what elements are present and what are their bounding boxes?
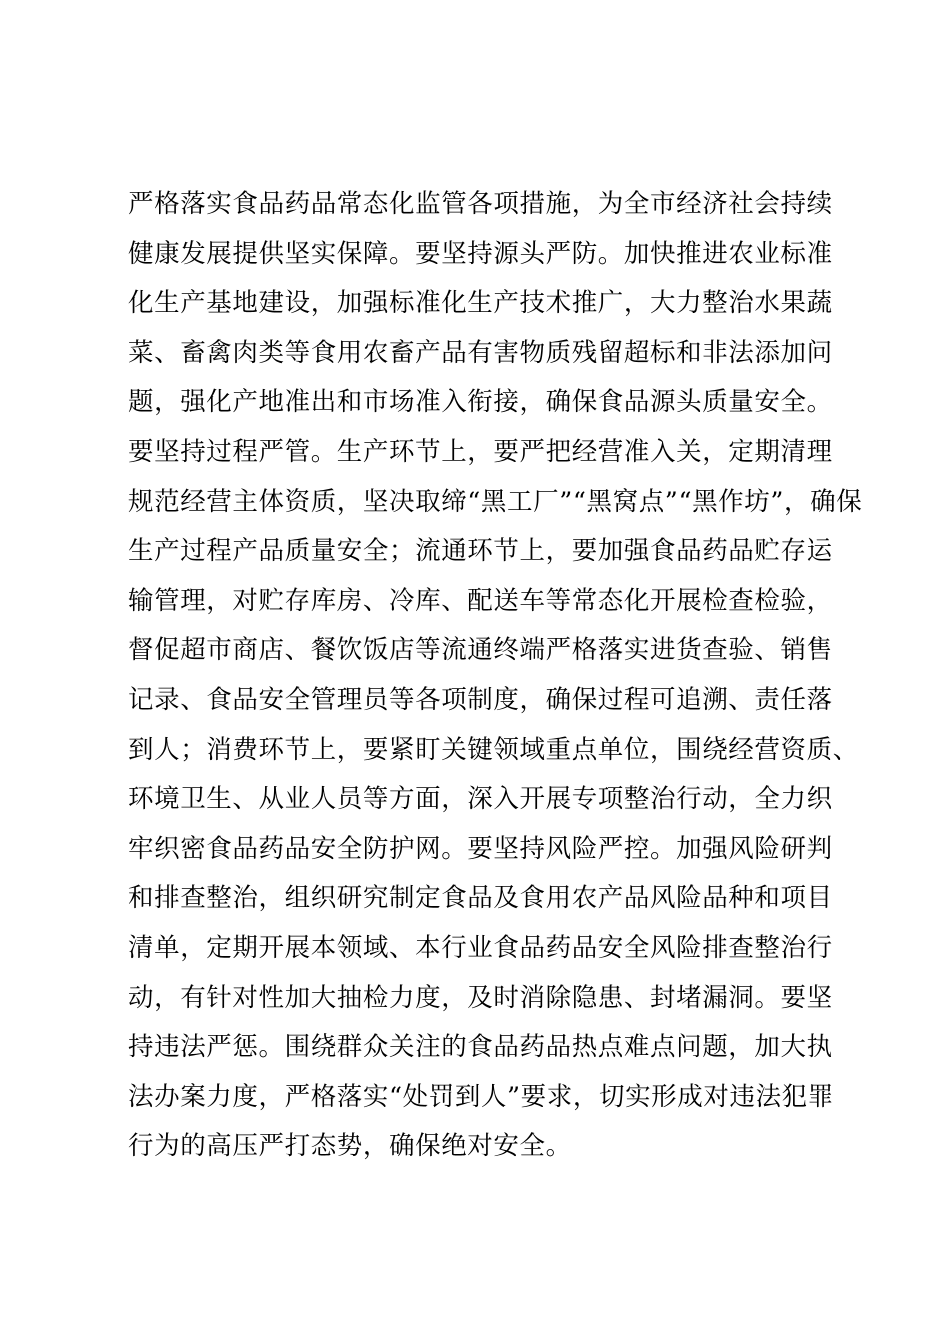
- text-line: 规范经营主体资质，坚决取缔“黑工厂”“黑窝点”“黑作坊”，确保: [128, 486, 863, 517]
- text-line: 要坚持过程严管。生产环节上，要严把经营准入关，定期清理: [128, 436, 833, 467]
- text-line: 牢织密食品药品安全防护网。要坚持风险严控。加强风险研判: [128, 833, 833, 864]
- body-paragraph: [128, 180, 863, 1172]
- text-line: 行为的高压严打态势，确保绝对安全。: [128, 1131, 572, 1162]
- text-line: 化生产基地建设，加强标准化生产技术推广，大力整治水果蔬: [128, 288, 833, 319]
- text-line: 严格落实食品药品常态化监管各项措施，为全市经济社会持续: [128, 189, 833, 219]
- text-line: 环境卫生、从业人员等方面，深入开展专项整治行动，全力织: [128, 784, 833, 815]
- text-line: 动，有针对性加大抽检力度，及时消除隐患、封堵漏洞。要坚: [128, 982, 833, 1013]
- text-line: 督促超市商店、餐饮饭店等流通终端严格落实进货查验、销售: [128, 635, 833, 666]
- text-line: 法办案力度，严格落实“处罚到人”要求，切实形成对违法犯罪: [128, 1081, 834, 1112]
- text-line: 输管理，对贮存库房、冷库、配送车等常态化开展检查检验，: [128, 585, 833, 616]
- text-line: 题，强化产地准出和市场准入衔接，确保食品源头质量安全。: [128, 387, 833, 418]
- text-line: 记录、食品安全管理员等各项制度，确保过程可追溯、责任落: [128, 684, 833, 715]
- text-line: 健康发展提供坚实保障。要坚持源头严防。加快推进农业标准: [128, 238, 833, 269]
- text-line: 到人；消费环节上，要紧盯关键领域重点单位，围绕经营资质、: [128, 734, 859, 765]
- text-line: 菜、畜禽肉类等食用农畜产品有害物质残留超标和非法添加问: [128, 337, 833, 368]
- text-line: 和排查整治，组织研究制定食品及食用农产品风险品种和项目: [128, 883, 833, 914]
- text-line: 清单，定期开展本领域、本行业食品药品安全风险排查整治行: [128, 932, 833, 963]
- text-line: 持违法严惩。围绕群众关注的食品药品热点难点问题，加大执: [128, 1032, 833, 1063]
- text-line: 生产过程产品质量安全；流通环节上，要加强食品药品贮存运: [128, 536, 833, 567]
